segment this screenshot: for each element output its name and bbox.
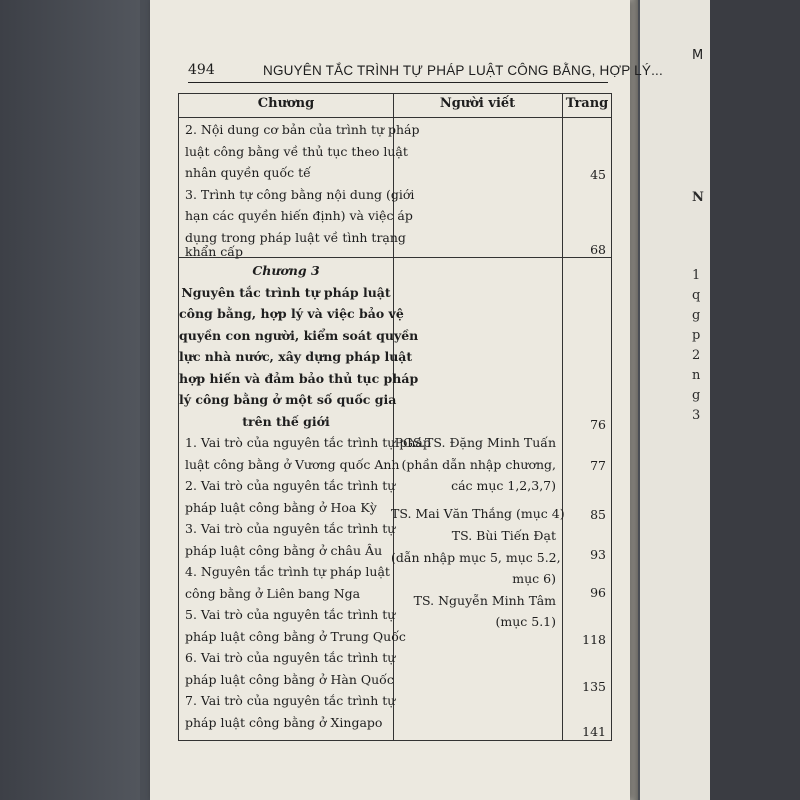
page-ref: 118	[582, 632, 606, 647]
row-divider	[179, 257, 611, 258]
chapter-title-line: hợp hiến và đảm bảo thủ tục pháp	[179, 370, 419, 386]
chapter-label: Chương 3	[252, 263, 320, 278]
page-ref: 135	[582, 679, 606, 694]
chapter-title-line: lý công bằng ở một số quốc gia	[179, 392, 397, 407]
row-text: 2. Nội dung cơ bản của trình tự pháp	[185, 122, 420, 137]
page-ref: 45	[590, 167, 606, 182]
chapter-title-line: lực nhà nước, xây dựng pháp luật	[179, 349, 413, 364]
row-text: công bằng ở Liên bang Nga	[185, 585, 361, 601]
row-text: khẩn cấp	[185, 244, 243, 259]
running-head	[188, 62, 663, 80]
page-ref: 93	[590, 547, 606, 562]
page-ref: 141	[582, 724, 606, 739]
row-text: 3. Vai trò của nguyên tắc trình tự	[185, 521, 396, 536]
author-line: TS. Nguyễn Minh Tâm	[413, 592, 556, 608]
author-line: các mục 1,2,3,7)	[451, 478, 556, 493]
contents-table	[178, 93, 612, 741]
chapter-title-line: trên thế giới	[242, 413, 330, 429]
row-text: 5. Vai trò của nguyên tắc trình tự	[185, 607, 396, 622]
author-line: PGS.TS. Đặng Minh Tuấn	[394, 435, 556, 450]
row-text: pháp luật công bằng ở Hàn Quốc	[185, 671, 394, 687]
page-number: 494	[188, 62, 215, 78]
column-divider	[562, 94, 563, 740]
author-line: (phần dẫn nhập chương,	[401, 456, 556, 472]
row-text: 7. Vai trò của nguyên tắc trình tự	[185, 693, 396, 708]
row-text: pháp luật công bằng ở Hoa Kỳ	[185, 499, 377, 515]
row-text: pháp luật công bằng ở Xingapo	[185, 714, 383, 730]
author-line: mục 6)	[512, 571, 556, 586]
facing-page: M N 1 q g p 2 n g 3	[640, 0, 710, 800]
header-rule	[188, 82, 608, 83]
chapter-title-line: công bằng, hợp lý và việc bảo vệ	[179, 306, 404, 321]
row-text: dụng trong pháp luật về tình trạng	[185, 229, 406, 245]
column-header-page: Trang	[565, 96, 609, 111]
row-text: luật công bằng ở Vương quốc Anh	[185, 456, 400, 472]
background-left	[0, 0, 140, 800]
row-text: luật công bằng về thủ tục theo luật	[185, 143, 408, 159]
row-text: 1. Vai trò của nguyên tắc trình tự pháp	[185, 435, 431, 450]
author-line: TS. Bùi Tiến Đạt	[451, 528, 556, 543]
author-line: TS. Mai Văn Thắng (mục 4)	[391, 506, 565, 521]
column-header-chapter: Chương	[257, 96, 315, 111]
book-page	[150, 0, 663, 800]
page-ref: 68	[590, 242, 606, 257]
row-text: pháp luật công bằng ở châu Âu	[185, 542, 383, 558]
column-header-author: Người viết	[439, 96, 516, 111]
chapter-title-line: Nguyên tắc trình tự pháp luật	[181, 284, 391, 300]
row-text: 2. Vai trò của nguyên tắc trình tự	[185, 478, 396, 493]
page-ref: 96	[590, 585, 606, 600]
row-text: 6. Vai trò của nguyên tắc trình tự	[185, 650, 396, 665]
running-title: NGUYÊN TẮC TRÌNH TỰ PHÁP LUẬT CÔNG BẰNG, HỢP LÝ...	[263, 63, 663, 78]
row-text: pháp luật công bằng ở Trung Quốc	[185, 628, 406, 644]
row-text: 4. Nguyên tắc trình tự pháp luật	[185, 564, 390, 579]
page-ref: 85	[590, 507, 606, 522]
author-line: (dẫn nhập mục 5, mục 5.2,	[391, 549, 561, 565]
author-line: (mục 5.1)	[495, 614, 556, 629]
chapter-title-line: quyền con người, kiểm soát quyền	[179, 327, 419, 343]
header-row-divider	[179, 117, 611, 118]
row-text: nhân quyền quốc tế	[185, 165, 311, 180]
row-text: hạn các quyền hiến định) và việc áp	[185, 208, 413, 223]
page-ref: 77	[590, 458, 606, 473]
row-text: 3. Trình tự công bằng nội dung (giới	[185, 186, 415, 202]
page-ref: 76	[590, 417, 606, 432]
